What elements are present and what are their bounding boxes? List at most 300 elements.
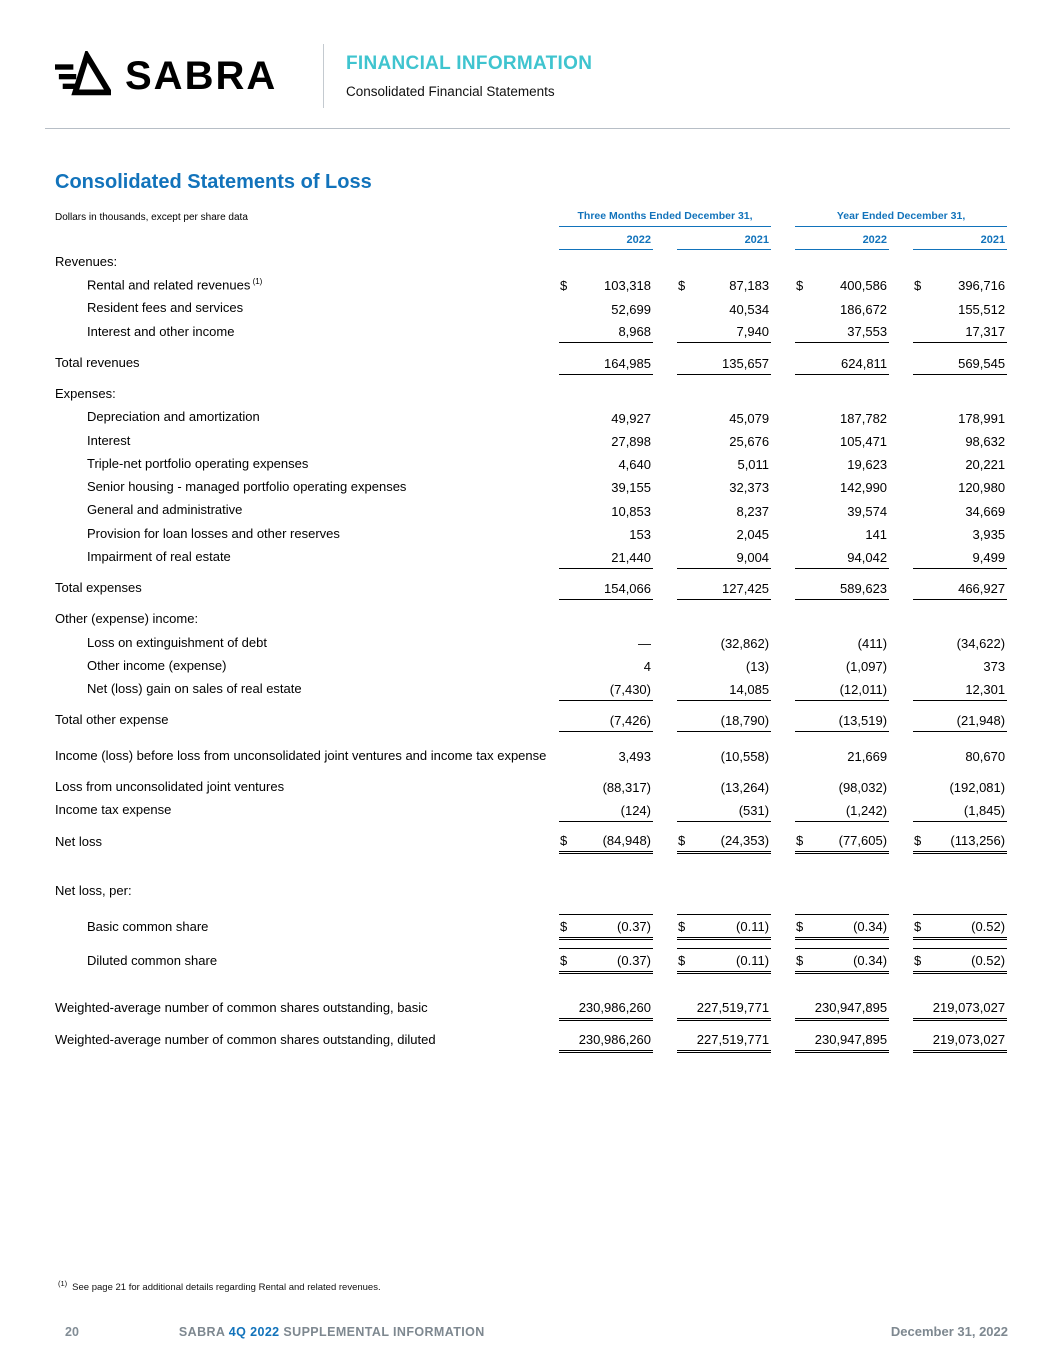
dollar-sign-cell — [559, 405, 575, 428]
footnote-text: See page 21 for additional details regarding Rental and related revenues. — [72, 1282, 381, 1293]
column-gap — [889, 475, 913, 498]
statement-row — [55, 576, 1007, 599]
row-label: Interest — [87, 432, 131, 448]
dollar-sign-cell — [677, 382, 693, 405]
dollar-sign-cell — [913, 382, 929, 405]
dollar-sign-cell: $ — [678, 278, 686, 294]
dollar-sign-cell — [559, 1028, 575, 1052]
value-cell: 4,640 — [618, 457, 651, 473]
dollar-sign-cell — [913, 545, 929, 568]
dollar-sign-cell: $ — [559, 829, 575, 853]
dollar-sign-cell — [559, 522, 575, 545]
column-gap — [653, 996, 677, 1020]
column-gap — [653, 631, 677, 654]
value-cell: (0.34) — [811, 948, 889, 972]
value-cell: (84,948) — [575, 829, 653, 853]
column-gap — [771, 405, 795, 428]
statement-table-wrap — [55, 206, 1055, 1053]
header-text — [346, 53, 592, 99]
dollar-sign-cell — [677, 677, 693, 700]
value-cell: 14,085 — [693, 677, 771, 700]
year-header-row — [55, 227, 1007, 250]
value-cell: 10,853 — [611, 503, 651, 519]
dollar-sign-cell — [795, 607, 811, 630]
value-cell: (34,622) — [956, 635, 1006, 651]
dollar-sign-cell — [795, 429, 811, 452]
dollar-sign-cell — [913, 522, 929, 545]
value-cell: (124) — [575, 798, 653, 821]
dollar-sign-cell — [795, 677, 811, 700]
row-label: Provision for loan losses and other reserves — [87, 525, 340, 541]
dollar-sign-cell — [795, 654, 811, 677]
dollar-sign-cell — [559, 429, 575, 452]
column-gap — [653, 914, 677, 938]
value-cell: (88,317) — [602, 780, 651, 796]
value-cell: (21,948) — [929, 708, 1007, 731]
value-cell: 94,042 — [811, 545, 889, 568]
value-cell: (0.11) — [693, 914, 771, 938]
year-header-q-2021: 2021 — [677, 227, 771, 250]
value-cell: 230,947,895 — [811, 996, 889, 1020]
statement-row — [55, 708, 1007, 731]
dollar-sign-cell — [795, 498, 811, 521]
page-footer — [0, 1324, 1055, 1339]
value-cell — [929, 250, 1007, 273]
value-cell: 127,425 — [693, 576, 771, 599]
page-header — [0, 0, 1055, 108]
dollar-sign-cell — [795, 296, 811, 319]
statement-row — [55, 996, 1007, 1020]
value-cell — [811, 382, 889, 405]
column-gap — [889, 654, 913, 677]
statement-section-row — [55, 382, 1007, 405]
dollar-sign-cell — [559, 250, 575, 273]
dollar-sign-cell — [559, 708, 575, 731]
value-cell: (10,558) — [720, 748, 770, 764]
row-label: Other (expense) income: — [55, 611, 199, 627]
dollar-sign-cell — [677, 250, 693, 273]
column-gap — [889, 576, 913, 599]
column-gap — [889, 829, 913, 853]
statement-row — [55, 948, 1007, 972]
dollar-sign-cell — [677, 475, 693, 498]
dollar-sign-cell — [795, 879, 811, 902]
value-cell: 227,519,771 — [693, 996, 771, 1020]
dollar-sign-cell — [795, 382, 811, 405]
header-rule — [45, 128, 1010, 129]
value-cell: 17,317 — [929, 320, 1007, 343]
group-header-row — [55, 206, 1007, 227]
statement-row — [55, 654, 1007, 677]
dollar-sign-cell — [913, 996, 929, 1020]
dollar-sign-cell — [795, 351, 811, 374]
dollar-sign-cell — [559, 296, 575, 319]
spacer-row — [55, 374, 1007, 382]
value-cell: 5,011 — [737, 457, 770, 473]
dollar-sign-cell — [677, 631, 693, 654]
value-cell: 9,004 — [693, 545, 771, 568]
value-cell: (1,242) — [811, 798, 889, 821]
column-gap — [889, 677, 913, 700]
dollar-sign-cell — [677, 351, 693, 374]
value-cell: 49,927 — [611, 410, 651, 426]
dollar-sign-cell — [559, 996, 575, 1020]
column-gap — [889, 607, 913, 630]
column-gap — [771, 914, 795, 938]
row-label: Income (loss) before loss from unconsolidated joint ventures and income tax expense — [55, 747, 547, 763]
dollar-sign-cell — [795, 475, 811, 498]
statement-row — [55, 498, 1007, 521]
value-cell: 20,221 — [965, 457, 1006, 473]
dollar-sign-cell — [913, 775, 929, 798]
dollar-sign-cell — [795, 522, 811, 545]
dollar-sign-cell — [559, 654, 575, 677]
row-label: Weighted-average number of common shares outstanding, diluted — [55, 1031, 436, 1047]
dollar-sign-cell — [795, 545, 811, 568]
value-cell: 37,553 — [811, 320, 889, 343]
dollar-sign-cell — [795, 576, 811, 599]
dollar-sign-cell — [795, 744, 811, 767]
dollar-sign-cell — [913, 879, 929, 902]
dollar-sign-cell — [677, 576, 693, 599]
dollar-sign-cell: $ — [559, 914, 575, 938]
dollar-sign-cell — [913, 607, 929, 630]
spacer-row — [55, 343, 1007, 351]
column-gap — [889, 522, 913, 545]
column-gap — [889, 498, 913, 521]
column-gap — [771, 1028, 795, 1052]
dollar-sign-cell: $ — [913, 914, 929, 938]
statement-row — [55, 631, 1007, 654]
column-gap — [653, 798, 677, 821]
column-gap — [771, 498, 795, 521]
dollar-sign-cell — [913, 654, 929, 677]
value-cell: 120,980 — [958, 480, 1006, 496]
value-cell: 569,545 — [929, 351, 1007, 374]
value-cell: (77,605) — [811, 829, 889, 853]
column-gap — [771, 654, 795, 677]
column-gap — [771, 351, 795, 374]
dollar-sign-cell — [559, 452, 575, 475]
column-gap — [889, 744, 913, 767]
dollar-sign-cell — [677, 744, 693, 767]
statement-row — [55, 914, 1007, 938]
spacer-row — [55, 568, 1007, 576]
value-cell: 400,586 — [840, 278, 888, 294]
column-gap — [653, 829, 677, 853]
dollar-sign-cell: $ — [913, 829, 929, 853]
value-cell — [575, 250, 653, 273]
value-cell: 40,534 — [729, 301, 770, 317]
column-gap — [771, 879, 795, 902]
value-cell — [575, 879, 653, 902]
column-gap — [889, 452, 913, 475]
period-header-year: Year Ended December 31, — [795, 206, 1007, 227]
row-label: Revenues: — [55, 253, 118, 269]
column-gap — [653, 522, 677, 545]
column-gap — [653, 351, 677, 374]
dollar-sign-cell — [677, 498, 693, 521]
column-gap — [771, 798, 795, 821]
row-label: Weighted-average number of common shares outstanding, basic — [55, 1000, 428, 1016]
value-cell: 105,471 — [840, 433, 888, 449]
spacer-row — [55, 700, 1007, 708]
value-cell: (0.34) — [811, 914, 889, 938]
dollar-sign-cell — [795, 775, 811, 798]
dollar-sign-cell — [677, 798, 693, 821]
value-cell: 230,986,260 — [575, 1028, 653, 1052]
footer-brand: SABRA — [178, 1325, 225, 1339]
value-cell: 34,669 — [965, 503, 1006, 519]
value-cell: (1,097) — [845, 659, 888, 675]
dollar-sign-cell — [913, 498, 929, 521]
page-number: 20 — [65, 1325, 79, 1339]
column-gap — [653, 475, 677, 498]
dollar-sign-cell — [559, 351, 575, 374]
value-cell: 32,373 — [729, 480, 770, 496]
spacer-row — [55, 853, 1007, 879]
dollar-sign-cell — [913, 250, 929, 273]
column-gap — [889, 296, 913, 319]
row-label: Depreciation and amortization — [87, 409, 260, 425]
value-cell — [693, 382, 771, 405]
value-cell: 3,493 — [618, 748, 651, 764]
value-cell: (1,845) — [929, 798, 1007, 821]
value-cell: (12,011) — [811, 677, 889, 700]
value-cell: (32,862) — [720, 635, 770, 651]
dollar-sign-cell: $ — [795, 914, 811, 938]
column-gap — [889, 948, 913, 972]
page-title: Consolidated Statements of Loss — [55, 171, 372, 193]
value-cell: 154,066 — [575, 576, 653, 599]
dollar-sign-cell — [795, 1028, 811, 1052]
statement-row — [55, 475, 1007, 498]
value-cell: (24,353) — [693, 829, 771, 853]
statement-row — [55, 405, 1007, 428]
value-cell — [575, 607, 653, 630]
value-cell: 187,782 — [840, 410, 888, 426]
row-label: Rental and related revenues $^{(1)}$ — [87, 276, 263, 293]
section-title: FINANCIAL INFORMATION — [346, 53, 593, 74]
value-cell: 589,623 — [811, 576, 889, 599]
value-cell: 227,519,771 — [693, 1028, 771, 1052]
column-gap — [889, 914, 913, 938]
dollar-sign-cell — [913, 677, 929, 700]
year-header-y-2021: 2021 — [913, 227, 1007, 250]
statement-row — [55, 452, 1007, 475]
spacer-row — [55, 938, 1007, 948]
value-cell: 135,657 — [693, 351, 771, 374]
statement-row — [55, 296, 1007, 319]
value-cell: 7,940 — [693, 320, 771, 343]
footer-label: SUPPLEMENTAL INFORMATION — [283, 1325, 485, 1339]
dollar-sign-cell — [559, 744, 575, 767]
dollar-sign-cell: $ — [677, 914, 693, 938]
value-cell: 25,676 — [729, 433, 770, 449]
dollar-sign-cell — [677, 1028, 693, 1052]
column-gap — [653, 708, 677, 731]
statement-row — [55, 351, 1007, 374]
value-cell: 39,155 — [611, 480, 651, 496]
dollar-sign-cell — [559, 320, 575, 343]
dollar-sign-cell — [677, 996, 693, 1020]
column-gap — [889, 382, 913, 405]
dollar-sign-cell — [913, 405, 929, 428]
dollar-sign-cell — [795, 250, 811, 273]
footnote-ref: (1) — [250, 276, 263, 286]
value-cell: 87,183 — [729, 278, 770, 294]
statement-section-row — [55, 607, 1007, 630]
statement-row — [55, 677, 1007, 700]
column-gap — [889, 405, 913, 428]
value-cell: (7,430) — [575, 677, 653, 700]
dollar-sign-cell — [795, 320, 811, 343]
dollar-sign-cell — [913, 475, 929, 498]
dollar-sign-cell: $ — [795, 948, 811, 972]
value-cell: 39,574 — [847, 503, 888, 519]
dollar-sign-cell — [559, 798, 575, 821]
dollar-sign-cell: $ — [677, 829, 693, 853]
row-label: Total other expense — [55, 712, 169, 728]
footer-brand-line — [179, 1325, 485, 1339]
column-gap — [653, 948, 677, 972]
spacer-row — [55, 599, 1007, 607]
dollar-sign-cell — [559, 545, 575, 568]
column-gap — [653, 452, 677, 475]
dollar-sign-cell — [913, 1028, 929, 1052]
value-cell — [811, 879, 889, 902]
value-cell — [929, 607, 1007, 630]
dollar-sign-cell — [677, 879, 693, 902]
statement-row — [55, 829, 1007, 853]
dollar-sign-cell — [559, 382, 575, 405]
dollar-sign-cell — [559, 775, 575, 798]
dollar-sign-cell: $ — [914, 278, 922, 294]
column-gap — [771, 382, 795, 405]
value-cell — [693, 250, 771, 273]
dollar-sign-cell — [559, 607, 575, 630]
statement-row — [55, 545, 1007, 568]
dollar-sign-cell — [559, 631, 575, 654]
value-cell: — — [638, 635, 651, 651]
value-cell: 4 — [643, 659, 651, 675]
dollar-sign-cell: $ — [913, 948, 929, 972]
statement-row — [55, 1028, 1007, 1052]
value-cell: 219,073,027 — [929, 1028, 1007, 1052]
value-cell: (0.11) — [693, 948, 771, 972]
dollar-sign-cell — [795, 798, 811, 821]
column-gap — [653, 498, 677, 521]
footer-edition: 4Q 2022 — [228, 1325, 280, 1339]
value-cell: 396,716 — [958, 278, 1006, 294]
row-label: Impairment of real estate — [87, 548, 231, 564]
column-gap — [771, 744, 795, 767]
value-cell: 624,811 — [811, 351, 889, 374]
column-gap — [889, 250, 913, 273]
dollar-sign-cell — [913, 320, 929, 343]
value-cell: 103,318 — [604, 278, 651, 294]
value-cell: (98,032) — [838, 780, 888, 796]
dollar-sign-cell — [795, 708, 811, 731]
dollar-sign-cell — [913, 708, 929, 731]
column-gap — [653, 654, 677, 677]
dollar-sign-cell — [677, 296, 693, 319]
year-header-q-2022: 2022 — [559, 227, 653, 250]
dollar-sign-cell — [677, 607, 693, 630]
value-cell — [693, 879, 771, 902]
column-gap — [771, 273, 795, 297]
value-cell: 80,670 — [965, 748, 1006, 764]
value-cell: 164,985 — [575, 351, 653, 374]
column-gap — [889, 320, 913, 343]
column-gap — [771, 429, 795, 452]
sabra-logo-icon — [55, 51, 111, 102]
value-cell: (13) — [745, 659, 770, 675]
dollar-sign-cell — [913, 296, 929, 319]
statement-row — [55, 744, 1007, 767]
dollar-sign-cell: $ — [796, 278, 804, 294]
column-gap — [889, 879, 913, 902]
column-gap — [889, 429, 913, 452]
column-gap — [771, 708, 795, 731]
dollar-sign-cell — [913, 351, 929, 374]
dollar-sign-cell — [677, 405, 693, 428]
dollar-sign-cell — [913, 576, 929, 599]
column-gap — [771, 296, 795, 319]
dollar-sign-cell — [677, 522, 693, 545]
dollars-note: Dollars in thousands, except per share data — [55, 211, 248, 223]
dollar-sign-cell: $ — [795, 829, 811, 853]
statement-table — [55, 206, 1007, 1053]
column-gap — [771, 576, 795, 599]
dollar-sign-cell: $ — [677, 948, 693, 972]
dollar-sign-cell — [677, 708, 693, 731]
row-label: General and administrative — [87, 502, 243, 518]
dollar-sign-cell: $ — [559, 948, 575, 972]
spacer-row — [55, 1020, 1007, 1028]
value-cell: 21,440 — [575, 545, 653, 568]
brand-name: SABRA — [125, 54, 278, 98]
dollar-sign-cell — [559, 475, 575, 498]
column-gap — [771, 250, 795, 273]
column-gap — [771, 320, 795, 343]
value-cell: 12,301 — [929, 677, 1007, 700]
dollar-sign-cell — [559, 879, 575, 902]
dollar-sign-cell — [795, 405, 811, 428]
value-cell: 21,669 — [847, 748, 888, 764]
column-gap — [771, 206, 795, 227]
dollar-sign-cell — [559, 498, 575, 521]
statement-row — [55, 273, 1007, 297]
row-label: Diluted common share — [87, 952, 218, 968]
value-cell: 219,073,027 — [929, 996, 1007, 1020]
row-label: Income tax expense — [55, 802, 172, 818]
column-gap — [653, 744, 677, 767]
value-cell: 3,935 — [972, 526, 1006, 542]
value-cell — [575, 382, 653, 405]
column-gap — [653, 576, 677, 599]
column-gap — [653, 320, 677, 343]
column-gap — [771, 996, 795, 1020]
row-label: Triple-net portfolio operating expenses — [87, 455, 309, 471]
value-cell: 8,237 — [736, 503, 770, 519]
column-gap — [889, 545, 913, 568]
column-gap — [771, 948, 795, 972]
dollar-sign-cell — [559, 576, 575, 599]
row-label: Basic common share — [87, 918, 209, 934]
value-cell: (18,790) — [693, 708, 771, 731]
value-cell: (0.52) — [929, 914, 1007, 938]
